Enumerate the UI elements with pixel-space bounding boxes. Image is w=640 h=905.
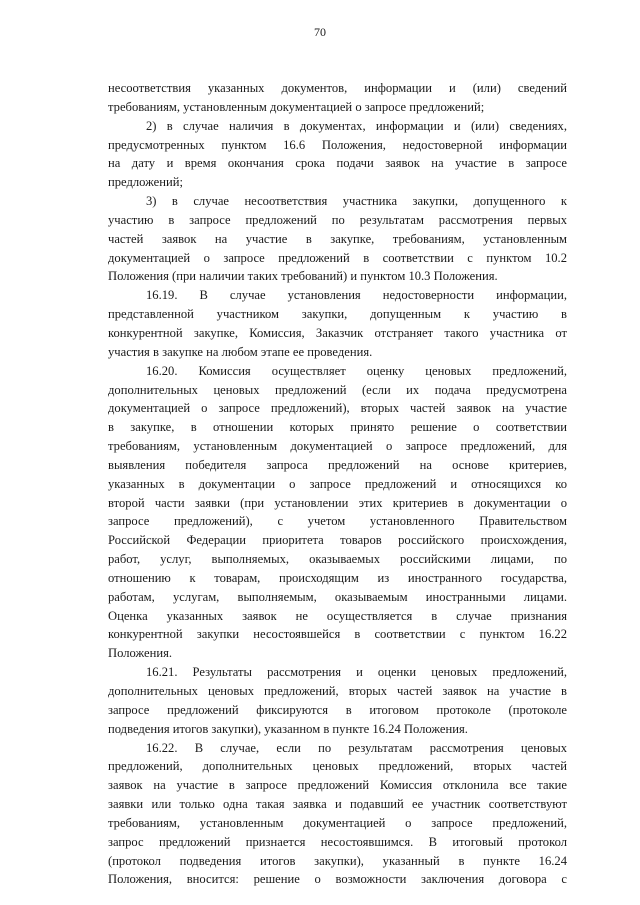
text-line: документацией о запросе предложений), вторых частей заявок на участие [108,401,567,416]
text-line: запрос предложений признается несостоявшимся. В итоговый протокол [108,834,567,849]
text-line: участия в закупке на любом этапе ее проведения. [108,344,373,359]
text-line: Положения (при наличии таких требований) и пунктом 10.3 Положения. [108,269,498,284]
text-line: конкурентной закупке, Комиссия, Заказчик отстраняет такого участника от [108,325,567,340]
text-line: представленной участником закупки, допущенным к участию в [108,307,567,322]
text-line: предложений; [108,175,183,190]
text-line: работ, услуг, выполняемых, оказываемых российскими лицами, по [108,552,567,567]
paragraph [108,362,567,664]
text-line: указанных в документации о запросе предложений и относящихся ко [108,476,567,491]
text-line: второй части заявки (при установлении этих критериев в документации о [108,495,567,510]
text-line: подведения итогов закупки), указанном в пункте 16.24 Положения. [108,721,468,736]
text-line: 16.20. Комиссия осуществляет оценку ценовых предложений, [146,363,567,378]
document-body [108,79,567,889]
text-line: предусмотренных пунктом 16.6 Положения, недостоверной информации [108,137,567,152]
text-line: требованиям, установленным документацией о запросе предложений; [108,99,485,114]
text-line: в закупке, в отношении которых принято решение о соответствии [108,420,567,435]
text-line: запросе предложений фиксируются в итоговом протоколе (протоколе [108,702,567,717]
text-line: работам, услугам, выполняемым, оказываемым иностранными лицами. [108,589,567,604]
paragraph [108,739,567,890]
text-line: заявки или только одна такая заявка и подавший ее участник соответствуют [108,797,567,812]
text-line: конкурентной закупки несостоявшейся в соответствии с пунктом 16.22 [108,627,567,642]
text-line: заявок на участие в запросе предложений Комиссия отклонила все такие [108,778,567,793]
text-line: на дату и время окончания срока подачи заявок на участие в запросе [108,156,567,171]
text-line: Положения, вносится: решение о возможности заключения договора с [108,872,567,887]
text-line: дополнительных ценовых предложений (если их подача предусмотрена [108,382,567,397]
text-line: (протокол подведения итогов закупки), указанный в пункте 16.24 [108,853,567,868]
text-line: 3) в случае несоответствия участника закупки, допущенного к [146,194,567,209]
text-line: частей заявок на участие в закупке, требованиям, установленным [108,231,567,246]
page-number: 70 [314,25,326,39]
text-line: дополнительных ценовых предложений, вторых частей заявок на участие в [108,684,567,698]
text-line: участию в запросе предложений по результатам рассмотрения первых [108,212,567,227]
paragraph [108,192,567,286]
text-line: несоответствия указанных документов, информации и (или) сведений [108,81,567,95]
text-line: предложений, дополнительных ценовых предложений, вторых частей [108,759,567,774]
text-line: Российской Федерации приоритета товаров российского происхождения, [108,533,567,548]
text-line: Положения. [108,646,173,661]
paragraph [108,286,567,361]
text-line: требованиям, установленным документацией о запросе предложений, для [108,439,567,454]
text-line: 16.22. В случае, если по результатам рассмотрения ценовых [146,740,567,755]
text-line: требованиям, установленным документацией о запросе предложений, [108,815,567,830]
text-line: выявления победителя запроса предложений на основе критериев, [108,457,567,472]
paragraph [108,79,567,117]
text-line: Оценка указанных заявок не осуществляется в случае признания [108,608,567,623]
text-line: запросе предложений), с учетом установленного Правительством [108,514,567,529]
text-line: отношению к товарам, происходящим из иностранного государства, [108,570,567,585]
text-line: 16.21. Результаты рассмотрения и оценки ценовых предложений, [146,665,567,680]
text-line: документацией о запросе предложений в соответствии с пунктом 10.2 [108,250,567,265]
paragraph [108,117,567,192]
text-line: 2) в случае наличия в документах, информации и (или) сведениях, [146,118,567,133]
text-line: 16.19. В случае установления недостоверности информации, [146,288,567,303]
paragraph [108,663,567,738]
